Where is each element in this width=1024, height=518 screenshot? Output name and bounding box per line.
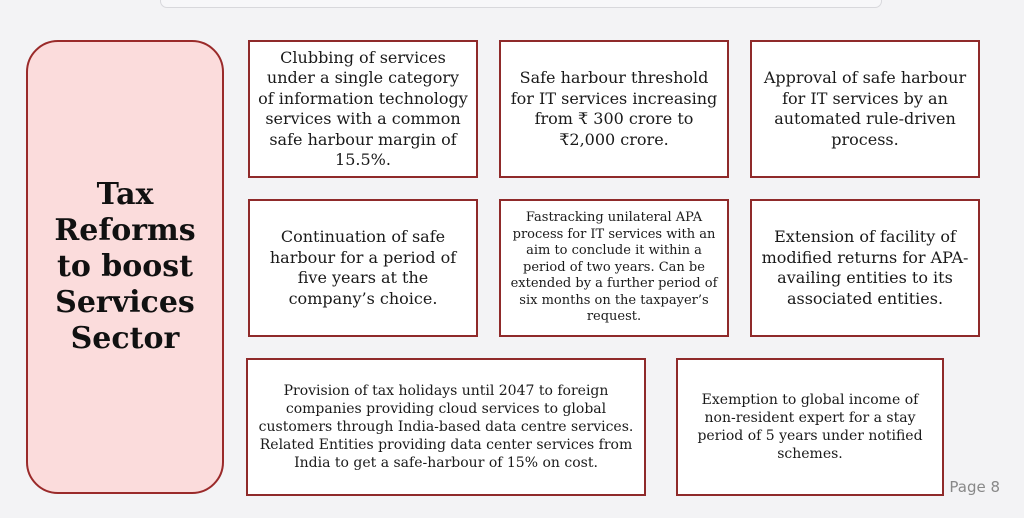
reform-card-text: Safe harbour threshold for IT services increasing from ₹ 300 crore to ₹2,000 crore. xyxy=(510,68,718,149)
reform-card-modified-returns xyxy=(750,199,980,337)
reform-card-text: Fastracking unilateral APA process for IT services with an aim to conclude it within a period of two years. Can be extended by a further period of six months on the taxpayer’s request. xyxy=(510,210,718,325)
reform-card-text: Provision of tax holidays until 2047 to foreign companies providing cloud services to global customers through India-based data centre services. Related Entities providing data center services from India to get a safe-harbour of 15% on cost. xyxy=(258,383,634,471)
reform-card-apa-fastracking xyxy=(499,199,729,337)
reform-card-text: Clubbing of services under a single category of information technology services with a common safe harbour margin of 15.5%. xyxy=(258,47,468,169)
section-title-box xyxy=(26,40,224,494)
section-title: Tax Reforms to boost Services Sector xyxy=(54,177,196,356)
reform-card-safe-harbour-threshold xyxy=(499,40,729,178)
reform-card-text: Exemption to global income of non-resident expert for a stay period of 5 years under notified schemes. xyxy=(697,392,923,462)
reform-card-text: Extension of facility of modified returns for APA-availing entities to its associated entities. xyxy=(761,227,969,308)
reform-card-automated-approval xyxy=(750,40,980,178)
reform-card-text: Approval of safe harbour for IT services by an automated rule-driven process. xyxy=(763,68,967,149)
page-number: Page 8 xyxy=(949,478,1000,496)
reform-card-tax-holidays xyxy=(246,358,646,496)
reform-card-continuation xyxy=(248,199,478,337)
reform-card-it-services-clubbing xyxy=(248,40,478,178)
top-decorative-strip xyxy=(160,0,882,8)
reform-card-text: Continuation of safe harbour for a period of five years at the company’s choice. xyxy=(269,227,457,308)
reform-card-global-income-exemption xyxy=(676,358,944,496)
